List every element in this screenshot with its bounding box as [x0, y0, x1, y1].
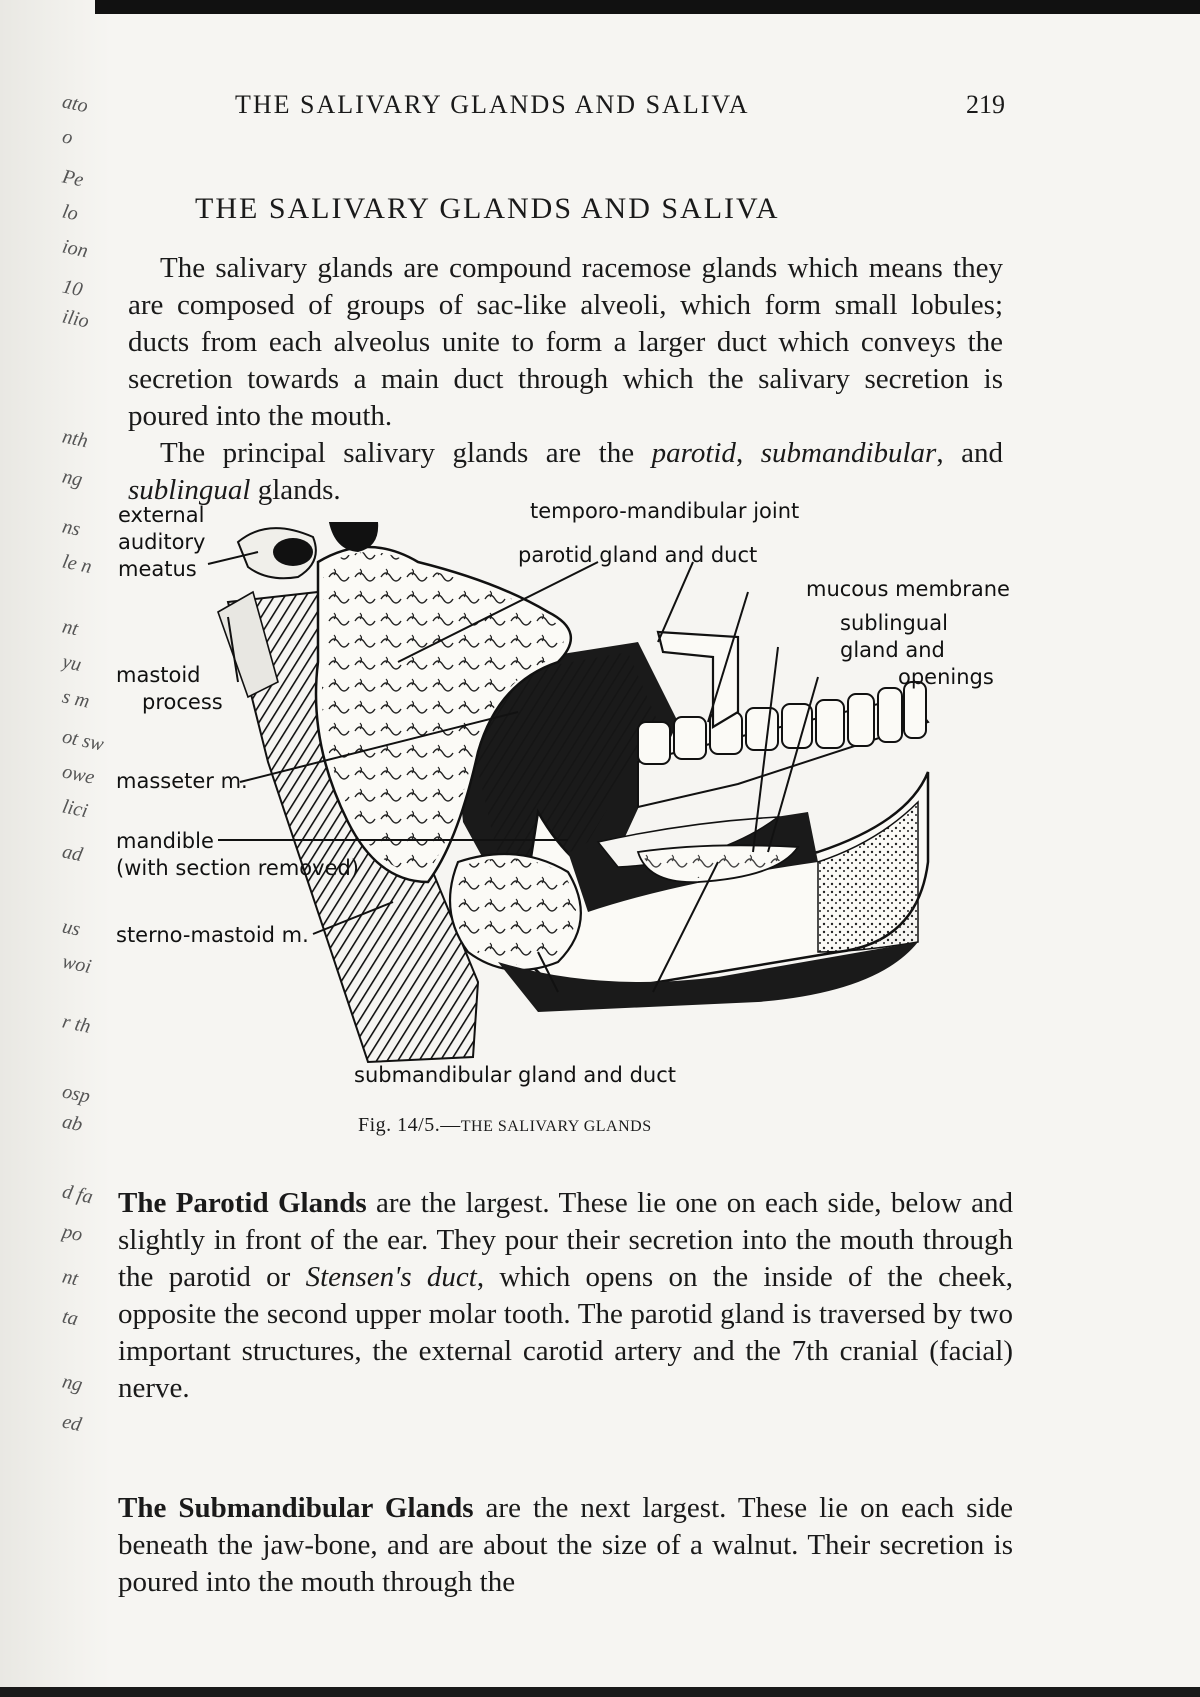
margin-fragment: ng — [60, 1370, 85, 1397]
section-title: THE SALIVARY GLANDS AND SALIVA — [195, 192, 780, 225]
running-title: THE SALIVARY GLANDS AND SALIVA — [235, 90, 750, 119]
margin-fragment: owe — [60, 760, 97, 789]
margin-fragment: woi — [60, 950, 94, 978]
margin-fragment: d fa — [60, 1180, 95, 1209]
margin-fragment: ta — [60, 1305, 81, 1331]
margin-fragment: Pe — [60, 165, 86, 192]
margin-fragment: ng — [60, 465, 85, 492]
margin-fragment: o — [60, 125, 75, 150]
figure-caption: Fig. 14/5.—THE SALIVARY GLANDS — [358, 1114, 652, 1136]
label-mucous-membrane: mucous membrane — [806, 577, 1010, 601]
label-mandible: mandible (with section removed) — [116, 829, 359, 880]
label-submandibular-gland: submandibular gland and duct — [354, 1063, 676, 1087]
parotid-heading: The Parotid Glands — [118, 1187, 367, 1219]
label-mastoid-process: mastoid process — [116, 663, 223, 714]
salivary-glands-figure — [116, 499, 1018, 1107]
margin-fragment: us — [60, 915, 83, 941]
margin-fragment: r th — [60, 1010, 93, 1038]
intro-paragraph-1: The salivary glands are compound racemose glands which means they are composed of groups of sac-like alveoli, which form small lobules; ducts from each alveolus unite to form a larger duct which conveys the secretion towards a main duct through which the salivary secretion is poured into the mouth. — [128, 252, 1003, 432]
margin-fragment: ato — [60, 90, 90, 118]
caption-text: THE SALIVARY GLANDS — [460, 1118, 652, 1135]
term-parotid: parotid — [651, 437, 736, 469]
running-header — [235, 90, 1005, 126]
margin-fragment: osp — [60, 1080, 93, 1108]
intro-paragraph-2: The principal salivary glands are the parotid, submandibular, and sublingual glands. — [128, 437, 1003, 506]
margin-fragment: ot sw — [60, 725, 106, 756]
parotid-paragraph: The Parotid Glands are the largest. These lie one on each side, below and slightly in front of the ear. They pour their secretion into the mouth through the parotid or Stensen's duct, which opens on the inside of the cheek, opposite the second upper molar tooth. The parotid gland is traversed by two important structures, the external carotid artery and the 7th cranial (facial) nerve. — [118, 1187, 1013, 1404]
submandibular-paragraph: The Submandibular Glands are the next largest. These lie on each side beneath the jaw-bone, and are about the size of a walnut. Their secretion is poured into the mouth through the — [118, 1492, 1013, 1598]
margin-fragment: ad — [60, 840, 85, 867]
intro-text — [128, 250, 1003, 509]
margin-fragment: ion — [60, 235, 90, 263]
margin-fragment: lici — [60, 795, 90, 823]
bottom-shadow — [0, 1687, 1200, 1697]
margin-fragment: nt — [60, 615, 81, 641]
margin-fragment: ed — [60, 1410, 84, 1436]
margin-fragment: ilio — [60, 305, 91, 333]
label-masseter: masseter m. — [116, 769, 248, 793]
label-temporo-mandibular-joint: temporo-mandibular joint — [530, 499, 800, 523]
margin-fragment: lo — [60, 200, 81, 226]
term-sublingual: sublingual — [128, 474, 251, 506]
margin-fragment: s m — [60, 685, 92, 713]
margin-fragment: po — [60, 1220, 85, 1247]
margin-fragment: nth — [60, 425, 90, 453]
page-number: 219 — [966, 90, 1005, 119]
margin-fragment: nt — [60, 1265, 81, 1291]
margin-fragment: le n — [60, 550, 94, 579]
margin-fragment: ab — [60, 1110, 85, 1137]
top-shadow — [95, 0, 1200, 14]
margin-fragment: yu — [60, 650, 84, 676]
label-external-auditory-meatus: external auditory meatus — [118, 503, 206, 581]
caption-figure-number: Fig. 14/5. — [358, 1114, 441, 1136]
margin-fragment: 10 — [60, 275, 85, 302]
submandibular-heading: The Submandibular Glands — [118, 1492, 474, 1524]
margin-fragment: ns — [60, 515, 83, 541]
term-submandibular: submandibular — [760, 437, 937, 469]
label-sterno-mastoid: sterno-mastoid m. — [116, 923, 309, 947]
label-sublingual-gland: sublingual gland and openings — [840, 611, 994, 689]
term-stensens-duct: Stensen's duct — [305, 1261, 477, 1293]
label-parotid-gland: parotid gland and duct — [518, 543, 758, 567]
